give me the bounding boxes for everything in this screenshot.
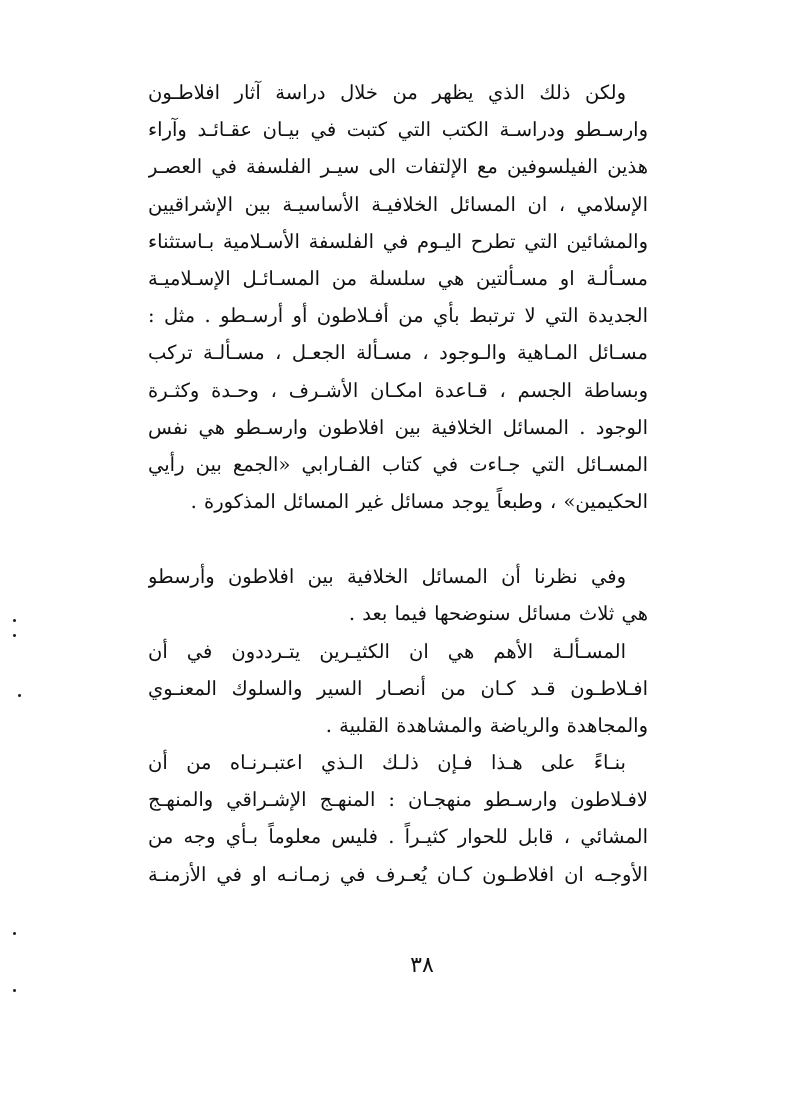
- text-line: المسـألـة الأهم هي ان الكثيـرين يتـرددون في أن: [148, 640, 626, 663]
- text-line: الحكيمين» ، وطبعاً يوجد مسائل غير المسائل المذكورة .: [190, 490, 648, 514]
- text-line: المسـائل التي جـاءت في كتاب الفـارابي «الجمع بين رأيي: [148, 452, 648, 476]
- paragraph-2: [148, 558, 648, 632]
- text-line: الوجود . المسائل الخلافية بين افلاطون وارسـطو هي نفس: [148, 415, 648, 439]
- scan-speck: [13, 619, 16, 622]
- text-line: المشائي ، قابل للحوار كثيـراً . فليس معلوماً بـأي وجه من: [148, 825, 648, 849]
- text-line: وفي نظرنا أن المسائل الخلافية بين افلاطون وأرسطو: [148, 565, 626, 588]
- text-line: مسـائل المـاهية والـوجود ، مسـألة الجعـل ، مسـألـة تركب: [148, 341, 648, 365]
- scan-speck: [18, 694, 21, 697]
- scan-speck: [13, 989, 16, 992]
- text-line: افـلاطـون قـد كـان من أنصـار السير والسلوك المعنـوي: [148, 677, 648, 701]
- text-line: وبساطة الجسم ، قـاعدة امكـان الأشـرف ، وحـدة وكثـرة: [148, 378, 648, 402]
- page-number: ٣٨: [410, 953, 434, 978]
- text-line: هذين الفيلسوفين مع الإلتفات الى سيـر الفلسفة في العصـر: [148, 155, 648, 179]
- text-line: الأوجـه ان افلاطـون كـان يُعـرف في زمـانـه او في الأزمنـة: [148, 862, 648, 886]
- text-line: الجديدة التي لا ترتبط بأي من أفـلاطون أو أرسـطو . مثل :: [148, 304, 648, 328]
- paragraph-1: [148, 74, 648, 520]
- text-line: والمجاهدة والرياضة والمشاهدة القلبية .: [325, 714, 648, 738]
- text-line: الإسلامي ، ان المسائل الخلافيـة الأساسيـة بين الإشراقيين: [148, 192, 648, 216]
- text-line: وارسـطو ودراسـة الكتب التي كتبت في بيـان عقـائـد وآراء: [148, 118, 648, 142]
- text-line: مسـألـة او مسـألتين هي سلسلة من المسـائـل الإسـلاميـة: [148, 266, 648, 290]
- text-line: لافـلاطون وارسـطو منهجـان : المنهـج الإشـراقي والمنهـج: [148, 788, 648, 812]
- text-line: بنـاءً على هـذا فـإن ذلـك الـذي اعتبـرنـاه من أن: [148, 751, 626, 774]
- scan-speck: [13, 932, 16, 935]
- text-line: ولكن ذلك الذي يظهر من خلال دراسة آثار افلاطـون: [148, 81, 626, 104]
- paragraph-4: [148, 744, 648, 893]
- paragraph-3: [148, 633, 648, 745]
- scan-speck: [13, 634, 16, 637]
- text-line: والمشائين التي تطرح اليـوم في الفلسفة الأسـلامية بـاستثناء: [148, 229, 648, 253]
- text-line: هي ثلاث مسائل سنوضحها فيما بعد .: [348, 602, 648, 626]
